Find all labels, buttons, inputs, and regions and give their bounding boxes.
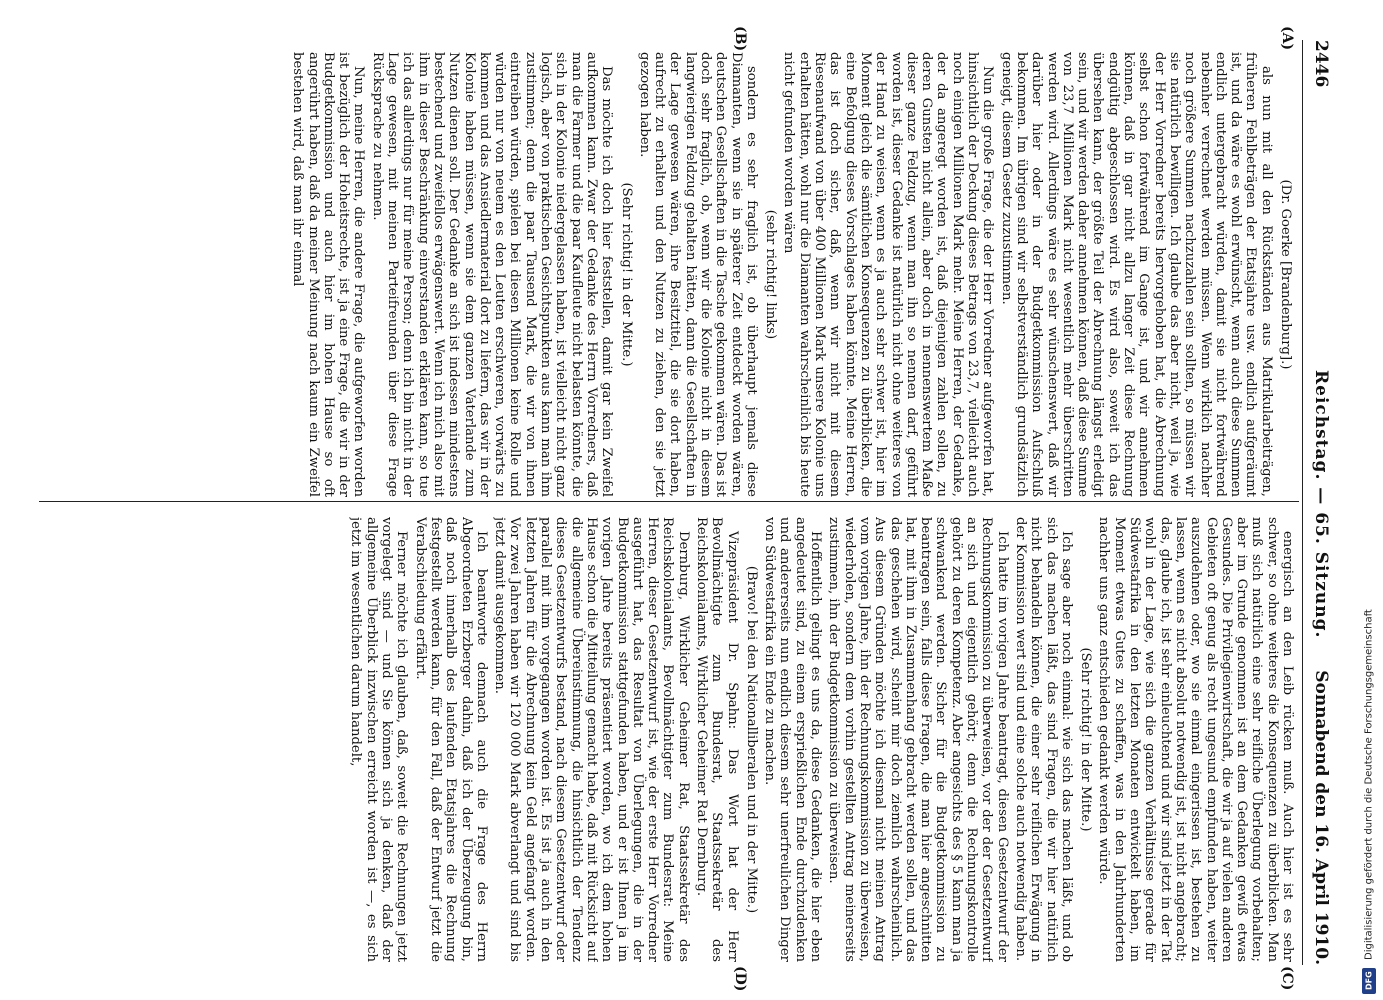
- margin-marker-c: (C): [1279, 966, 1295, 991]
- paragraph-dernburg: Dernburg, Wirklicher Geheimer Rat, Staatssekretär des Reichskolonialamts, Bevollmächtigter zum Bundesrat: Meine Herren, dieser Gesetzentwurf ist, wie der erste Herr Vorredner ausgeführt hat, das Resultat von Überlegungen, die in der Budgetkommission stattgefunden haben, und er ist Ihnen ja im vorigen Jahre bereits präsentiert worden, wo ich dem hohen Hause schon die Mitteilung gemacht habe, daß mit Rücksicht auf die allgemeine Übereinstimmung, die hinsichtlich der Tendenz dieses Gesetzentwurfs bestand, nach diesem Gesetzentwurf oder parallel mit ihm vorgegangen worden ist. Es ist ja auch in den letzten Jahren für die Abrechnung kein Geld angefangt worden. Vor zwei Jahren haben wir 120 000 Mark abverlangt und sind bis jetzt damit ausgekommen.: [492, 517, 691, 962]
- funding-note: Digitalisierung gefördert durch die Deutsche Forschungsgemeinschaft: [1363, 609, 1375, 960]
- margin-marker-a: (A): [1279, 26, 1295, 51]
- interjection: (Sehr richtig! in der Mitte.): [618, 182, 634, 367]
- paragraph: Das möchte ich doch hier feststellen, damit gar kein Zweifel aufkommen kann. Zwar der Gedanke des Herrn Vorredners, daß man die Farmer und die paar Kaufleute nicht belasten könnte, die sich in der Kolonie niedergelassen haben, ist vielleicht nicht ganz logisch, aber von praktischen Gesichtspunkten aus kann man ihm zustimmen; denn die paar Tausend Mark, die wir von ihnen eintreiben würden, spielen bei diesen Millionen keine Rolle und würden nur von neuem es den Leuten erschweren, vorwärts zu kommen und das Ansiedlermaterial dort zu liefern, das wir in der Kolonie haben müssen, wenn sie dem ganzen Vaterlande zum Nutzen dienen soll. Der Gedanke an sich ist indessen mindestens bestechend und zweifellos erwägenswert. Wenn ich mich also mit ihm in dieser Beschränkung einverstanden erklären kann, so tue ich das allerdings nur für meine Person; denn ich bin nicht in der Lage gewesen, mit meinen Parteifreunden über diese Frage Rücksprache zu nehmen.: [369, 52, 615, 497]
- interjection: (Bravo! bei den Nationalliberalen und in der Mitte.): [743, 565, 759, 914]
- paragraph: als nun mit all den Rückständen aus Matrikularbeiträgen, früheren Fehlbeträgen der Etatsjahre usw. endlich aufgeräumt ist, und da wäre es wohl erwünscht, wenn auch diese Summen endlich untergebracht würden, damit sie nicht fortwährend nebenher verrechnet werden müssen. Wenn wirklich nachher noch größere Summen nachzuzahlen sein sollten, so müssen wir sie natürlich bewilligen. Ich glaube das aber nicht, weil ja, wie der Herr Vorredner bereits hervorgehoben hat, die Abrechnung selbst schon fortwährend im Gange ist, und wir annehmen können, daß in gar nicht allzu langer Zeit diese Rechnung endgültig abgeschlossen wird. Es wird also, soweit ich das übersehen kann, der größte Teil der Abrechnung längst erledigt sein, und wir werden daher annehmen können, daß diese Summe von 23,7 Millionen Mark nicht wesentlich mehr überschritten werden wird. Allerdings wäre es sehr wünschenswert, daß wir darüber hier oder in der Budgetkommission Aufschluß bekommen. Im übrigen sind wir selbstverständlich grundsätzlich geneigt, diesem Gesetz zuzustimmen.: [998, 52, 1274, 497]
- page-number: 2446: [1311, 40, 1331, 88]
- paragraph: Ich hatte im vorigen Jahre beantragt, diesen Gesetzentwurf der Rechnungskommission zu überweisen, vor der der Gesetzentwurf an sich und eigentlich gehört; denn die Rechnungskontrolle gehört zu deren Kompetenz. Aber angesichts des § 5 kann man ja schwankend werden. Sicher für die Budgetkommission zu beantragen sein, falls diese Fragen, die man hier angeschnitten hat, mit ihm in Zusammenhang gebracht werden sollen, und das das geschehen wird, scheint mir doch ziemlich wahrscheinlich. Aus diesem Gründen möchte ich diesmal nicht meinen Antrag vom vorigen Jahre, ihn der Rechnungskommission zu überweisen, wiederholen, sondern dem vorhin gestellten Antrag meinerseits zustimmen, ihn der Budgetkommission zu überweisen.: [826, 517, 1010, 962]
- paragraph: sondern es sehr fraglich ist, ob überhaupt jemals diese Diamanten, wenn sie in späterer Zeit entdeckt worden wären, deutschen Gesellschaften in die Tasche gekommen wären. Das ist doch sehr fraglich, ob, wenn wir die Kolonie nicht in diesem langwierigen Feldzug gehalten hätten, dann die Gesellschaften in der Lage gewesen wären, ihre Besitztitel, die sie dort haben, aufrecht zu erhalten und den Nutzen zu ziehen, den sie jetzt gezogen haben.: [636, 52, 759, 497]
- interjection: (Sehr richtig! in der Mitte.): [1078, 647, 1094, 832]
- margin-marker-b: (B): [732, 26, 748, 52]
- paragraph-vice-president: Vizepräsident Dr. Spahn: Das Wort hat der Herr Bevollmächtigte zum Bundesrat, Staatssekretär des Reichskolonialamts, Wirklicher Geheimer Rat Dernburg.: [694, 517, 740, 962]
- page-header: [1305, 40, 1331, 965]
- paragraph: Ich sage aber noch einmal: wie sich das machen läßt, und ob sich das machen läßt, das sind Fragen, die wir hier natürlich nicht behandeln können, die einer sehr reiflichen Erwägung in der Kommission wert sind und eine solche auch notwendig haben.: [1012, 517, 1074, 962]
- dfg-logo: DFG: [1362, 968, 1376, 994]
- interjection: (sehr richtig! links): [763, 209, 779, 340]
- paragraph: Nun, meine Herren, die andere Frage, die aufgeworfen worden ist bezüglich der Hoheitsrechte, ist ja eine Frage, die wir in der Budgetkommission und auch hier im hohen Hause so oft angerührt haben, daß da meiner Meinung nach kaum ein Zweifel bestehen wird, daß man ihr einmal: [290, 52, 367, 497]
- paragraph: Ferner möchte ich glauben, daß, soweit die Rechnungen jetzt vorgelegt sind — und Sie können sich ja denken, daß der allgemeine Überblick inzwischen erreicht worden ist —, es sich jetzt im wesentlichen darum handelt,: [348, 517, 410, 962]
- paragraph: Nun die große Frage, die der Herr Vorredner aufgeworfen hat, hinsichtlich der Deckung dieses Betrags von 23,7, vielleicht auch noch einigen Millionen Mark mehr. Meine Herren, der Gedanke, der da angeregt worden ist, daß diejenigen zahlen sollen, zu deren Gunsten nicht allein, aber doch in nennenswertem Maße dieser ganze Feldzug, wenn man ihn so nennen darf, geführt worden ist, dieser Gedanke ist natürlich nicht ohne weiteres von der Hand zu weisen, wenn es ja auch sehr schwer ist, hier im Moment gleich die sämtlichen Konsequenzen zu überblicken, die eine Befolgung dieses Vorschlages haben könnte. Meine Herren, das ist doch sicher, daß, wenn wir nicht mit diesem Riesenaufwand von über 400 Millionen Mark unsere Kolonie uns erhalten hätten, wohl nur die Diamanten wahrscheinlich bis heute nicht gefunden worden wären: [781, 52, 996, 497]
- header-rule: [1302, 40, 1303, 965]
- left-column: [35, 52, 1295, 497]
- paragraph: energisch an den Leib rücken muß. Auch hier ist es sehr schwer, so ohne weiteres die Konsequenzen zu überblicken. Man muß sich natürlich eine sehr reifliche Überlegung vorbehalten; aber im Grunde genommen ist an dem Gedanken gewiß etwas Gesundes. Die Privilegienwirtschaft, die wir ja auf vielen anderen Gebieten oft genug als recht ungesund empfunden haben, weiter auszudehnen oder, wo sie einmal eingerissen ist, bestehen zu lassen, wenn es nicht absolut notwendig ist, ist nicht angebracht; das, glaube ich, ist sehr einleuchtend und wir sind jetzt in der Tat wohl in der Lage, wie sich die ganzen Verhältnisse gerade für Südwestafrika in den letzten Monaten entwickelt haben, im Moment etwas Gutes zu schaffen, was in den Jahrhunderten nachher uns ganz entschieden gedankt werden würde.: [1096, 517, 1295, 962]
- column-divider: [39, 501, 1299, 502]
- right-column: [35, 517, 1295, 962]
- session-date: Sonnabend den 16. April 1910.: [1311, 670, 1331, 965]
- page-title: Reichstag. — 65. Sitzung.: [1311, 370, 1331, 639]
- margin-marker-d: (D): [732, 966, 748, 992]
- paragraph: Hoffentlich gelingt es uns da, diese Gedanken, die hier eben angedeutet sind, zu einem ersprießlichen Ende durchzudenken und andererseits nun endlich diesem sehr unerfreulichen Dinger von Südwestafrika ein Ende zu machen.: [762, 517, 824, 962]
- paragraph: Ich beantworte demnach auch die Frage des Herrn Abgeordneten Erzberger dahin, daß ich der Überzeugung bin, daß noch innerhalb des laufenden Etatsjahres die Rechnung festgestellt werden kann, für den Fall, daß der Entwurf jetzt die Verabschiedung erfährt.: [412, 517, 489, 962]
- speaker-note: (Dr. Goerke [Brandenburg].): [1278, 179, 1293, 370]
